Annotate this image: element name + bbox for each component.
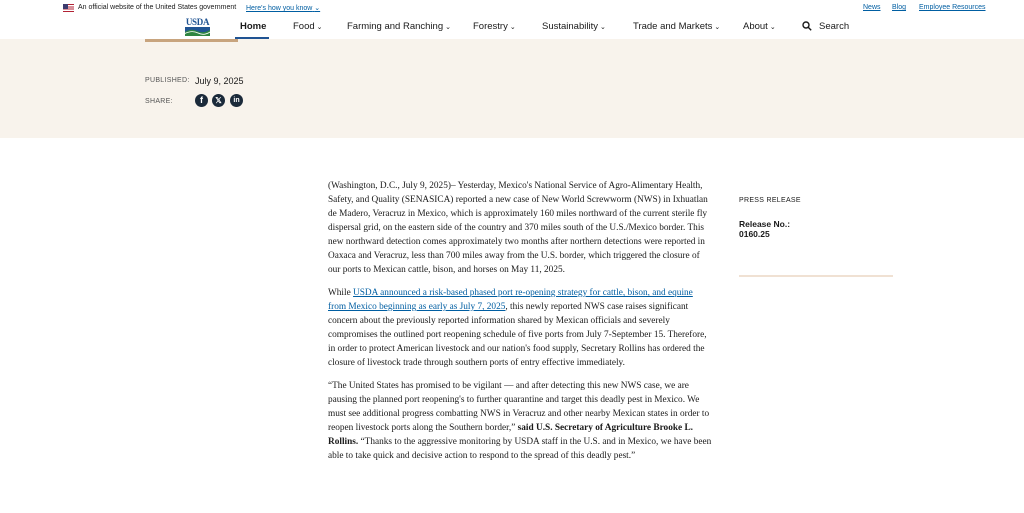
search-icon[interactable] [802, 21, 812, 31]
gov-official-text: An official website of the United States government [78, 4, 237, 11]
usda-logo[interactable] [184, 17, 211, 37]
us-flag-icon [63, 4, 74, 12]
release-number-label: Release No.: [739, 219, 791, 229]
article-paragraph: While USDA announced a risk-based phased port re-opening strategy for cattle, bison, and equine from Mexico beginning as early as July 7, 2025, this newly reported NWS case raises significant concern about the previously reported information shared by Mexican officials and severely compromises the outlined port reopening schedule of five ports from July 7-September 15. Therefore, in order to protect American livestock and our nation's food supply, Secretary Rollins has ordered the closure of livestock trade through southern ports of entry effective immediately. [328, 288, 707, 368]
article-paragraph: “The United States has promised to be vigilant — and after detecting this new NWS case, we are pausing the planned port reopening's to further quarantine and target this deadly pest in Mexico. We must see additional progress combatting NWS in Veracruz and other nearby Mexican states in order to reopen livestock ports along the Southern border,” said U.S. Secretary of Agriculture Brooke L. Rollins. “Thanks to the aggressive monitoring by USDA staff in the U.S. and in Mexico, we have been able to take quick and decisive action to respond to the spread of this deadly pest.” [328, 381, 712, 461]
nav-about[interactable]: About ⌄ [743, 21, 776, 32]
nav-sustainability[interactable]: Sustainability ⌄ [542, 21, 606, 32]
release-number: 0160.25 [739, 229, 770, 239]
news-link[interactable]: News [863, 4, 881, 11]
linkedin-icon[interactable]: in [230, 94, 243, 107]
article-paragraph: (Washington, D.C., July 9, 2025)– Yesterday, Mexico's National Service of Agro-Alimentary Health, Safety, and Quality (SENASICA) reported a new case of New World Screwworm (NWS) in Ixhuatlan de Madero, Veracruz in Mexico, which is approximately 160 miles northward of the current sterile fly dispersal grid, on the eastern side of the country and 370 miles south of the U.S./Mexico border. This new northward detection comes approximately two months after northern detections were reported in Oaxaca and Veracruz, less than 700 miles away from the U.S. border, which triggered the closure of our ports to Mexican cattle, bison, and horses on May 11, 2025. [328, 181, 708, 275]
article-body [328, 179, 713, 472]
logo-text: USDA [185, 17, 210, 27]
how-you-know-link[interactable]: Here's how you know ⌄ [246, 5, 321, 12]
gov-banner [0, 0, 1024, 16]
chevron-down-icon: ⌄ [599, 24, 606, 31]
nav-farming-and-ranching[interactable]: Farming and Ranching ⌄ [347, 21, 451, 32]
nav-food[interactable]: Food ⌄ [293, 21, 323, 32]
x-icon[interactable]: 𝕏 [212, 94, 225, 107]
main-nav [0, 16, 1024, 39]
chevron-down-icon: ⌄ [445, 24, 451, 31]
chevron-down-icon: ⌄ [769, 24, 776, 31]
share-label: SHARE: [145, 98, 173, 105]
chevron-down-icon: ⌄ [714, 24, 721, 31]
nav-trade-and-markets[interactable]: Trade and Markets ⌄ [633, 21, 721, 32]
article-hero [0, 39, 1024, 138]
hero-accent-bar [145, 39, 238, 42]
logo-wave-icon [185, 27, 210, 36]
facebook-icon[interactable]: f [195, 94, 208, 107]
port-reopening-strategy-link[interactable]: USDA announced a risk-based phased port re-opening strategy for cattle, bison, and equine from Mexico beginning as early as July 7, 2025 [328, 288, 693, 312]
blog-link[interactable]: Blog [892, 4, 907, 11]
published-date: July 9, 2025 [195, 76, 244, 86]
sidebar-divider [739, 275, 893, 277]
nav-home[interactable]: Home [240, 21, 267, 32]
secretary-attribution: said U.S. Secretary of Agriculture Brooke L. Rollins. [328, 423, 693, 447]
published-label: PUBLISHED: [145, 77, 190, 84]
chevron-down-icon: ⌄ [509, 24, 516, 31]
nav-forestry[interactable]: Forestry ⌄ [473, 21, 516, 32]
employee-resources-link[interactable]: Employee Resources [919, 4, 986, 11]
chevron-down-icon: ⌄ [316, 24, 323, 31]
chevron-down-icon: ⌄ [314, 5, 321, 12]
press-release-label: PRESS RELEASE [739, 197, 801, 204]
search-button[interactable]: Search [819, 21, 850, 32]
